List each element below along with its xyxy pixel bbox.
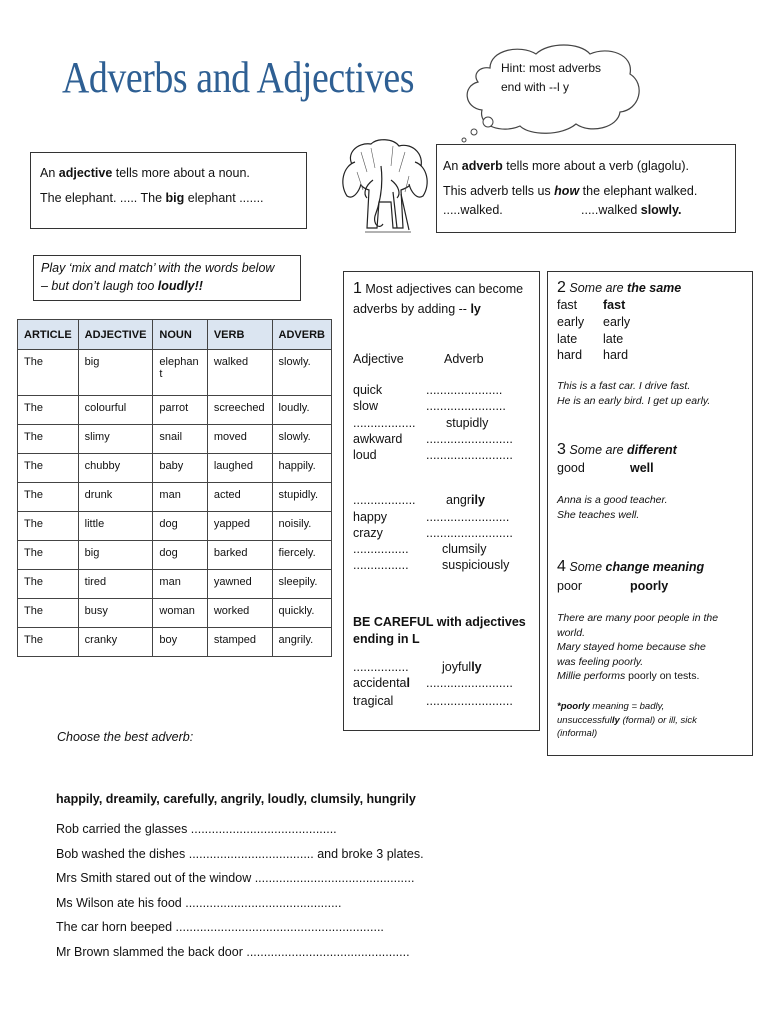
table-cell: The: [18, 512, 79, 541]
table-cell: worked: [207, 599, 272, 628]
adverb-example-right: .....walked slowly.: [581, 203, 682, 217]
adjective-word: fast: [557, 298, 578, 312]
section-1-subheading: adverbs by adding -- ly: [353, 302, 481, 316]
elephant-illustration: [335, 132, 435, 244]
irregular-adverbs-box: [547, 271, 753, 756]
exercise-sentence: The car horn beeped ............................................................: [56, 920, 384, 935]
adjective-word: hard: [557, 348, 583, 362]
adjective-definition-box: [30, 152, 307, 229]
blank-adverb: .........................: [426, 676, 513, 690]
blank-adverb: .........................: [426, 694, 513, 708]
exercise-instruction: Choose the best adverb:: [57, 730, 194, 744]
table-cell: loudly.: [272, 396, 331, 425]
poorly-note-line-1: *poorly meaning = badly,: [557, 701, 665, 712]
exercise-sentence: Rob carried the glasses ..........................................: [56, 822, 337, 836]
adverb-word: ......................: [426, 383, 503, 397]
blank-adjective: ................: [353, 660, 409, 674]
word-good: good: [557, 461, 585, 475]
example-3a: Anna is a good teacher.: [557, 494, 668, 506]
adverb-word: .........................: [426, 432, 513, 446]
adverb-word: stupidly: [446, 416, 489, 430]
table-cell: quickly.: [272, 599, 331, 628]
column-header: NOUN: [153, 320, 207, 350]
adjective-word: slow: [353, 399, 379, 413]
adverb-definition: An adverb tells more about a verb (glagolu).: [443, 159, 689, 173]
table-cell: slowly.: [272, 425, 331, 454]
adjective-definition: An adjective tells more about a noun.: [40, 166, 250, 180]
section-2-heading: 2 Some are the same: [557, 279, 682, 296]
table-cell: The: [18, 628, 79, 657]
table-cell: fiercely.: [272, 541, 331, 570]
table-cell: man: [153, 570, 207, 599]
adverb-joyfully: joyfully: [442, 660, 482, 674]
adverb-word: ........................: [426, 510, 510, 524]
exercise-sentence: Ms Wilson ate his food .............................................: [56, 895, 342, 910]
table-header-row: [18, 320, 332, 350]
table-cell: The: [18, 350, 79, 396]
adverb-word: suspiciously: [442, 558, 510, 572]
table-cell: dog: [153, 541, 207, 570]
poorly-note-line-3: (informal): [557, 728, 598, 739]
adding-ly-box: [343, 271, 540, 731]
table-cell: snail: [153, 425, 207, 454]
table-cell: little: [78, 512, 153, 541]
table-cell: sleepily.: [272, 570, 331, 599]
table-cell: happily.: [272, 454, 331, 483]
adjective-example: The elephant. ..... The big elephant .......: [40, 191, 264, 205]
adjective-word: crazy: [353, 526, 383, 540]
careful-note-line-2: ending in L: [353, 632, 420, 646]
table-cell: walked: [207, 350, 272, 396]
adverb-word: hard: [603, 348, 629, 362]
table-cell: yapped: [207, 512, 272, 541]
table-cell: chubby: [78, 454, 153, 483]
table-cell: The: [18, 599, 79, 628]
table-cell: screeched: [207, 396, 272, 425]
careful-note-line-1: BE CAREFUL with adjectives: [353, 615, 526, 629]
adverb-word: .......................: [426, 399, 506, 413]
adverb-word: .........................: [426, 526, 513, 540]
adjective-column-header: Adjective: [353, 352, 404, 366]
adverb-angrily: angrily: [446, 493, 485, 507]
table-row: [18, 350, 332, 396]
table-cell: laughed: [207, 454, 272, 483]
adjective-word: early: [557, 315, 585, 329]
adjective-accidental: accidental: [353, 676, 410, 690]
column-header: VERB: [207, 320, 272, 350]
table-row: [18, 483, 332, 512]
adverb-definition-box: [436, 144, 736, 233]
table-cell: drunk: [78, 483, 153, 512]
table-row: [18, 454, 332, 483]
adverb-explanation: This adverb tells us how the elephant walked.: [443, 184, 698, 198]
section-3-heading: 3 Some are different: [557, 441, 677, 458]
thought-cloud: [450, 40, 650, 150]
table-cell: big: [78, 541, 153, 570]
adjective-word: ................: [353, 542, 409, 556]
table-cell: colourful: [78, 396, 153, 425]
table-cell: slowly.: [272, 350, 331, 396]
adjective-word: ................: [353, 558, 409, 572]
table-cell: moved: [207, 425, 272, 454]
example-4b: world.: [557, 627, 586, 639]
example-4d: was feeling poorly.: [557, 656, 644, 668]
table-cell: barked: [207, 541, 272, 570]
adverb-word: late: [603, 332, 624, 346]
adverb-word: .........................: [426, 448, 513, 462]
example-4c: Mary stayed home because she: [557, 641, 706, 653]
table-cell: The: [18, 570, 79, 599]
table-cell: baby: [153, 454, 207, 483]
section-1-heading: 1 Most adjectives can become: [353, 280, 524, 297]
table-cell: The: [18, 454, 79, 483]
page-title: Adverbs and Adjectives: [62, 53, 415, 102]
table-cell: cranky: [78, 628, 153, 657]
table-cell: woman: [153, 599, 207, 628]
table-row: [18, 628, 332, 657]
adjective-word: quick: [353, 383, 383, 397]
table-cell: The: [18, 396, 79, 425]
table-row: [18, 396, 332, 425]
poorly-note-line-2: unsuccessfully (formal) or ill, sick: [557, 715, 697, 726]
table-cell: tired: [78, 570, 153, 599]
table-cell: angrily.: [272, 628, 331, 657]
adverb-column-header: Adverb: [444, 352, 484, 366]
adverb-word: early: [603, 315, 631, 329]
column-header: ADVERB: [272, 320, 331, 350]
play-instruction-box: [33, 255, 301, 301]
exercise-sentence: Bob washed the dishes .................................... and broke 3 plates.: [56, 846, 424, 861]
adjective-word: late: [557, 332, 578, 346]
column-header: ADJECTIVE: [78, 320, 153, 350]
word-poor: poor: [557, 579, 583, 593]
exercise-sentence: Mrs Smith stared out of the window ..............................................: [56, 871, 415, 886]
hint-line-1: Hint: most adverbs: [501, 61, 602, 75]
hint-line-2: end with --l y: [501, 80, 570, 94]
table-cell: slimy: [78, 425, 153, 454]
word-bank: happily, dreamily, carefully, angrily, loudly, clumsily, hungrily: [56, 792, 416, 806]
example-2a: This is a fast car. I drive fast.: [557, 380, 691, 392]
example-4e: Millie performs poorly on tests.: [557, 670, 700, 682]
table-cell: parrot: [153, 396, 207, 425]
table-cell: stamped: [207, 628, 272, 657]
table-cell: dog: [153, 512, 207, 541]
column-header: ARTICLE: [18, 320, 79, 350]
exercise-sentence: Mr Brown slammed the back door ...............................................: [56, 945, 410, 959]
table-cell: The: [18, 541, 79, 570]
adjective-tragical: tragical: [353, 694, 394, 708]
word-poorly: poorly: [630, 579, 669, 593]
example-4a: There are many poor people in the: [557, 612, 719, 624]
adverb-example-left: .....walked.: [443, 203, 503, 217]
table-cell: stupidly.: [272, 483, 331, 512]
table-cell: man: [153, 483, 207, 512]
table-cell: noisily.: [272, 512, 331, 541]
adjective-word: ..................: [353, 416, 416, 430]
table-cell: The: [18, 483, 79, 512]
mix-and-match-table: [17, 319, 332, 657]
adverb-word: fast: [603, 298, 626, 312]
table-row: [18, 541, 332, 570]
table-row: [18, 512, 332, 541]
adjective-word: loud: [353, 448, 377, 462]
table-row: [18, 570, 332, 599]
table-cell: busy: [78, 599, 153, 628]
table-row: [18, 599, 332, 628]
play-instruction-line-1: Play ‘mix and match’ with the words below: [41, 261, 275, 275]
adjective-word: happy: [353, 510, 388, 524]
adverb-word: clumsily: [442, 542, 487, 556]
example-3b: She teaches well.: [557, 509, 640, 521]
table-cell: elephan t: [153, 350, 207, 396]
table-cell: big: [78, 350, 153, 396]
table-cell: yawned: [207, 570, 272, 599]
table-cell: The: [18, 425, 79, 454]
example-2b: He is an early bird. I get up early.: [557, 395, 711, 407]
word-well: well: [630, 461, 654, 475]
table-cell: boy: [153, 628, 207, 657]
section-4-heading: 4 Some change meaning: [557, 558, 705, 575]
adjective-word: awkward: [353, 432, 403, 446]
table-cell: acted: [207, 483, 272, 512]
blank-adjective: ..................: [353, 493, 416, 507]
table-row: [18, 425, 332, 454]
play-instruction-line-2: – but don’t laugh too loudly!!: [41, 279, 203, 293]
